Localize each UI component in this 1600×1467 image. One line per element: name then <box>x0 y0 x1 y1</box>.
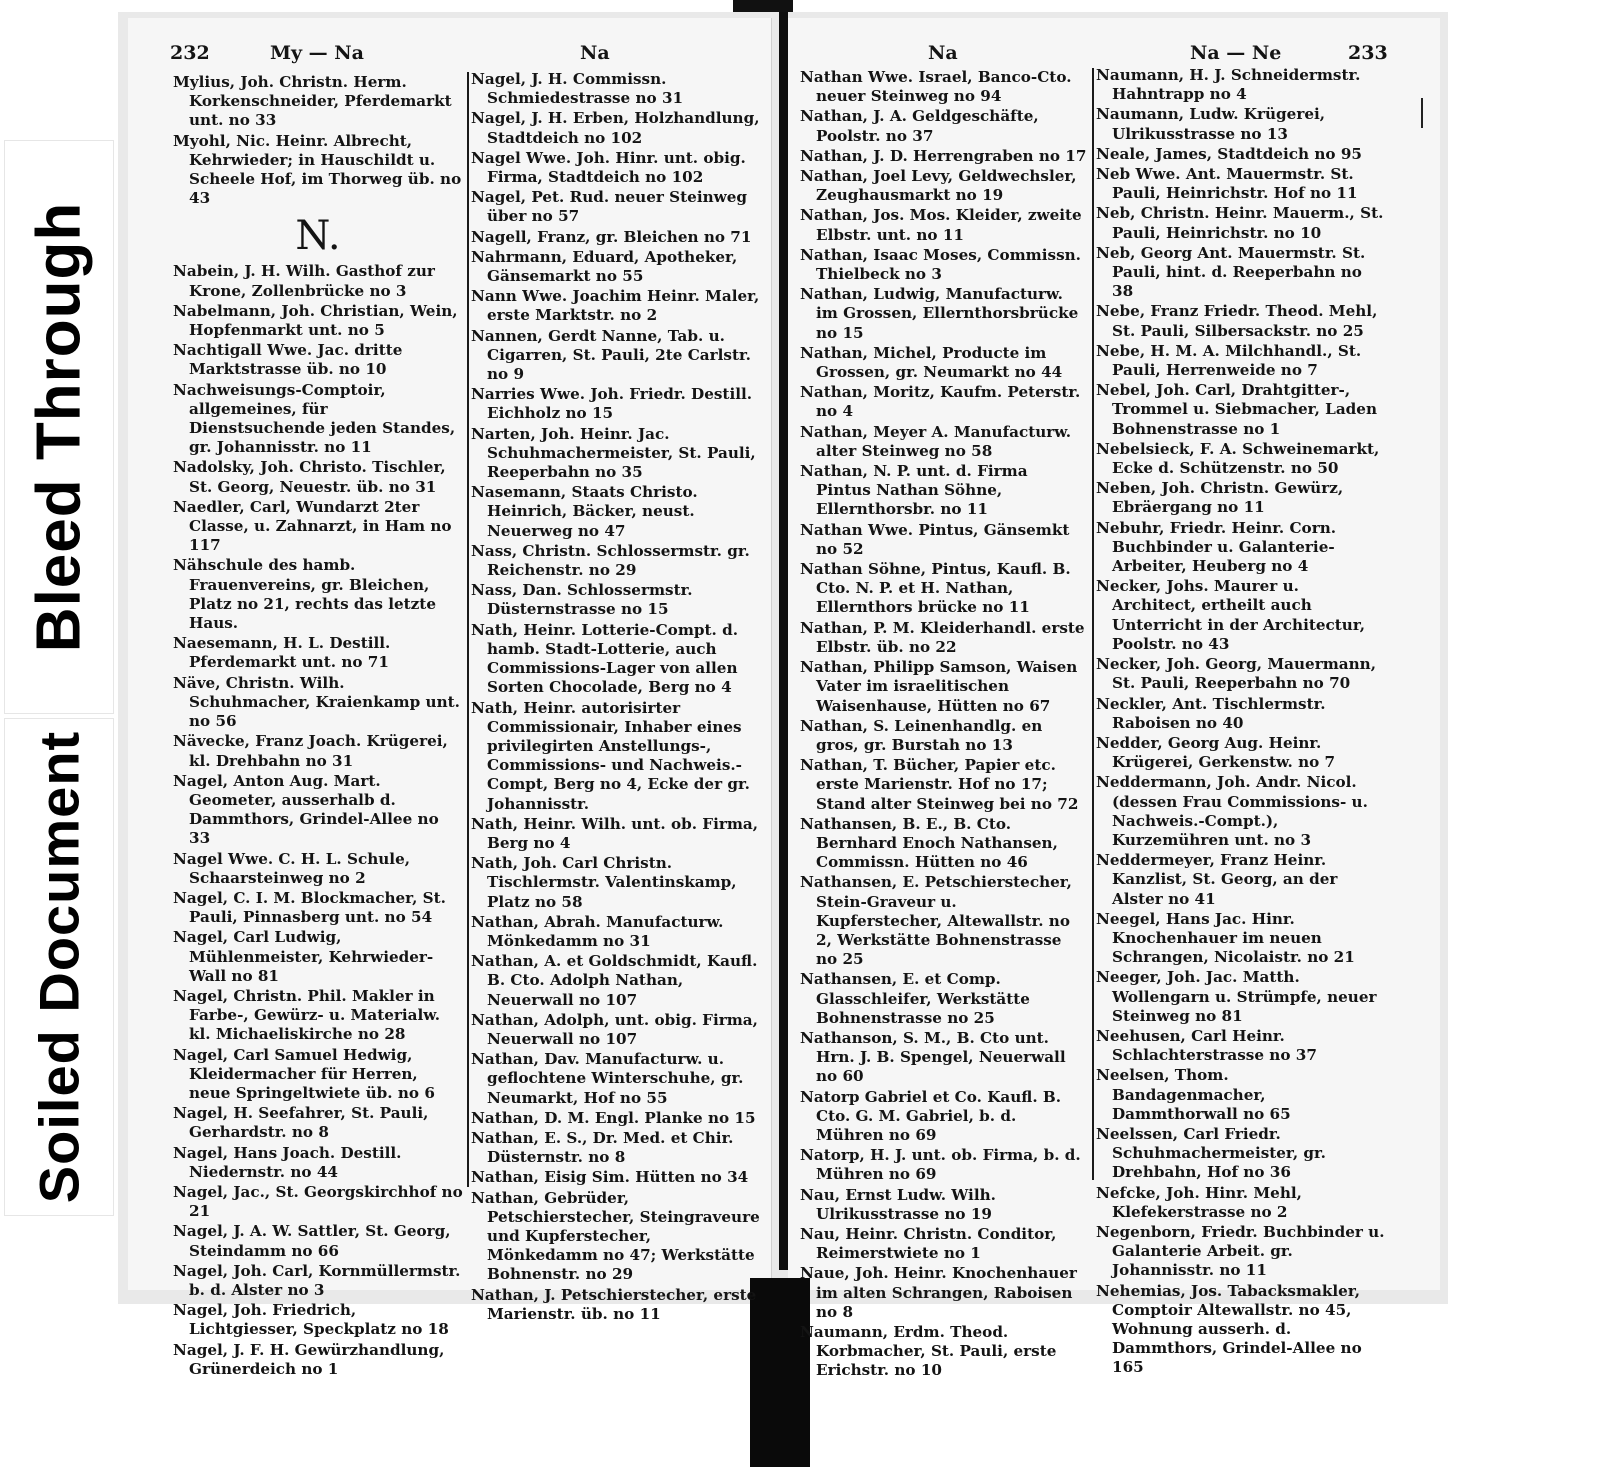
section-letter: N. <box>295 213 341 260</box>
directory-entry: Nabelmann, Joh. Christian, Wein, Hopfenmarkt unt. no 5 <box>173 301 458 340</box>
directory-entry: Nathan, Isaac Moses, Commissn. Thielbeck no 3 <box>800 245 1081 284</box>
directory-entry: Nachweisungs-Comptoir, allgemeines, für Dienstsuchende jeden Standes, gr. Johannisstr. no 11 <box>173 380 456 457</box>
directory-entry: Nagel, Carl Samuel Hedwig, Kleidermacher für Herren, neue Springeltwiete üb. no 6 <box>173 1045 435 1102</box>
directory-entry: Näve, Christn. Wilh. Schuhmacher, Kraienkamp unt. no 56 <box>173 673 460 731</box>
directory-entry: Negenborn, Friedr. Buchbinder u. Galanterie Arbeit. gr. Johannisstr. no 11 <box>1096 1222 1385 1280</box>
directory-entry: Neb, Christn. Heinr. Mauerm., St. Pauli, Heinrichstr. no 10 <box>1096 204 1384 242</box>
directory-entry: Myohl, Nic. Heinr. Albrecht, Kehrwieder; in Hauschildt u. Scheele Hof, im Thorweg üb. no 43 <box>173 131 462 208</box>
directory-entry: Nagel, Joh. Carl, Kornmüllermstr. b. d. Alster no 3 <box>173 1261 461 1299</box>
directory-entry: Nagel, Hans Joach. Destill. Niedernstr. no 44 <box>173 1143 402 1181</box>
directory-entry: Naesemann, H. L. Destill. Pferdemarkt unt. no 71 <box>173 634 391 672</box>
directory-entry: Nathan, N. P. unt. d. Firma Pintus Nathan Söhne, Ellernthorsbr. no 11 <box>800 462 1028 519</box>
soiled-document-stamp <box>4 718 114 1216</box>
directory-entry: Nagel, J. H. Commissn. Schmiedestrasse no 31 <box>471 70 684 108</box>
directory-entry: Nathan, S. Leinenhandlg. en gros, gr. Burstah no 13 <box>800 716 1043 754</box>
directory-entry: Narries Wwe. Joh. Friedr. Destill. Eichholz no 15 <box>471 385 753 423</box>
directory-entry: Nathan, A. et Goldschmidt, Kaufl. B. Cto. Adolph Nathan, Neuerwall no 107 <box>471 952 758 1009</box>
directory-entry: Nathan, Gebrüder, Petschierstecher, Steingraveure und Kupferstecher, Mönkedamm no 47; Werkstätte Bohnenstr. no 29 <box>471 1188 760 1284</box>
directory-entry: Nathan, E. S., Dr. Med. et Chir. Düsternstr. no 8 <box>471 1128 734 1167</box>
directory-entry: Nathan Wwe. Pintus, Gänsemkt no 52 <box>800 520 1070 558</box>
bleed-through-label: Bleed Through <box>24 201 94 653</box>
directory-entry: Nathansen, E. Petschierstecher, Stein-Graveur u. Kupferstecher, Altewallstr. no 2, Werkstätte Bohnenstrasse no 25 <box>800 873 1072 969</box>
directory-entry: Nedder, Georg Aug. Heinr. Krügerei, Gerkenstw. no 7 <box>1096 733 1336 772</box>
directory-entry: Naedler, Carl, Wundarzt 2ter Classe, u. Zahnarzt, in Ham no 117 <box>173 497 452 555</box>
directory-entry: Nathan, Philipp Samson, Waisen Vater im israelitischen Waisenhause, Hütten no 67 <box>800 658 1078 715</box>
directory-entry: Neelsen, Thom. Bandagenmacher, Dammthorwall no 65 <box>1096 1066 1291 1123</box>
directory-entry: Nathansen, E. et Comp. Glasschleifer, Werkstätte Bohnenstrasse no 25 <box>800 970 1030 1027</box>
directory-entry: Nathan, Jos. Mos. Kleider, zweite Elbstr. unt. no 11 <box>800 206 1082 244</box>
directory-entry: Nathan, D. M. Engl. Planke no 15 <box>471 1108 756 1127</box>
directory-entry: Nagel, J. H. Erben, Holzhandlung, Stadtdeich no 102 <box>471 109 760 147</box>
directory-entry: Nathan Wwe. Israel, Banco-Cto. neuer Steinweg no 94 <box>800 68 1072 106</box>
directory-entry: Nagel, Christn. Phil. Makler in Farbe-, Gewürz- u. Materialw. kl. Michaeliskirche no 28 <box>173 986 441 1044</box>
left-page-number: 232 <box>170 42 210 64</box>
right-column-1 <box>800 68 1087 1382</box>
directory-entry: Nagel, Pet. Rud. neuer Steinweg über no 57 <box>471 188 747 226</box>
directory-entry: Nath, Heinr. autorisirter Commissionair, Inhaber eines privilegirten Anstellungs-, Commissions- und Nachweis.-Compt, Berg no 4, Ecke der gr. Johannisstr. <box>471 698 750 813</box>
directory-entry: Nachtigall Wwe. Jac. dritte Marktstrasse üb. no 10 <box>173 341 403 379</box>
directory-entry: Nath, Joh. Carl Christn. Tischlermstr. Valentinskamp, Platz no 58 <box>471 854 737 911</box>
directory-entry: Nath, Heinr. Wilh. unt. ob. Firma, Berg no 4 <box>471 814 759 852</box>
directory-entry: Nebuhr, Friedr. Heinr. Corn. Buchbinder u. Galanterie-Arbeiter, Heuberg no 4 <box>1096 518 1337 576</box>
directory-entry: Nadolsky, Joh. Christo. Tischler, St. Georg, Neuestr. üb. no 31 <box>173 458 446 496</box>
directory-entry: Nahrmann, Eduard, Apotheker, Gänsemarkt no 55 <box>471 247 738 286</box>
directory-entry: Neelssen, Carl Friedr. Schuhmachermeister, gr. Drehbahn, Hof no 36 <box>1096 1124 1326 1182</box>
directory-entry: Neddermann, Joh. Andr. Nicol. (dessen Frau Commissions- u. Nachweis.-Compt.), Kurzemühren unt. no 3 <box>1096 773 1368 849</box>
directory-entry: Nagel, H. Seefahrer, St. Pauli, Gerhardstr. no 8 <box>173 1104 429 1142</box>
directory-entry: Natorp Gabriel et Co. Kaufl. B. Cto. G. M. Gabriel, b. d. Mühren no 69 <box>800 1087 1062 1144</box>
directory-entry: Nähschule des hamb. Frauenvereins, gr. Bleichen, Platz no 21, rechts das letzte Haus. <box>173 556 436 633</box>
directory-entry: Naumann, H. J. Schneidermstr. Hahntrapp no 4 <box>1096 66 1361 104</box>
directory-entry: Nebel, Joh. Carl, Drahtgitter-, Trommel u. Siebmacher, Laden Bohnenstrasse no 1 <box>1096 381 1378 438</box>
directory-entry: Neeger, Joh. Jac. Matth. Wollengarn u. Strümpfe, neuer Steinweg no 81 <box>1096 968 1377 1025</box>
right-column-rule <box>1092 68 1094 1180</box>
directory-entry: Nagel, Joh. Friedrich, Lichtgiesser, Speckplatz no 18 <box>173 1301 449 1339</box>
directory-entry: Neckler, Ant. Tischlermstr. Raboisen no 40 <box>1096 694 1326 732</box>
directory-entry: Nathan, Ludwig, Manufacturw. im Grossen, Ellernthorsbrücke no 15 <box>800 285 1079 342</box>
directory-entry: Neegel, Hans Jac. Hinr. Knochenhauer im neuen Schrangen, Nicolaistr. no 21 <box>1096 909 1355 967</box>
directory-entry: Nannen, Gerdt Nanne, Tab. u. Cigarren, St. Pauli, 2te Carlstr. no 9 <box>471 326 751 384</box>
directory-entry: Nathan, J. Petschierstecher, erste Marienstr. üb. no 11 <box>471 1285 757 1323</box>
directory-entry: Nagel, C. I. M. Blockmacher, St. Pauli, Pinnasberg unt. no 54 <box>173 888 446 927</box>
directory-entry: Nagel, Carl Ludwig, Mühlenmeister, Kehrwieder-Wall no 81 <box>173 928 434 985</box>
directory-entry: Nathan, T. Bücher, Papier etc. erste Marienstr. Hof no 17; Stand alter Steinweg bei no 72 <box>800 756 1079 813</box>
directory-entry: Naumann, Erdm. Theod. Korbmacher, St. Pauli, erste Erichstr. no 10 <box>800 1323 1057 1380</box>
directory-entry: Mylius, Joh. Christn. Herm. Korkenschneider, Pferdemarkt unt. no 33 <box>173 73 452 130</box>
margin-mark <box>1421 98 1423 128</box>
directory-entry: Neale, James, Stadtdeich no 95 <box>1096 144 1362 163</box>
directory-entry: Naumann, Ludw. Krügerei, Ulrikusstrasse no 13 <box>1096 105 1326 143</box>
bleed-through-stamp <box>4 140 114 714</box>
directory-entry: Nebelsieck, F. A. Schweinemarkt, Ecke d. Schützenstr. no 50 <box>1096 439 1380 478</box>
directory-entry: Nathan, P. M. Kleiderhandl. erste Elbstr. üb. no 22 <box>800 618 1085 656</box>
directory-entry: Nath, Heinr. Lotterie-Compt. d. hamb. Stadt-Lotterie, auch Commissions-Lager von allen Sorten Chocolade, Berg no 4 <box>471 620 739 697</box>
directory-entry: Nathan, Adolph, unt. obig. Firma, Neuerwall no 107 <box>471 1010 758 1048</box>
directory-entry: Nass, Christn. Schlossermstr. gr. Reichenstr. no 29 <box>471 541 750 580</box>
directory-entry: Nathansen, B. E., B. Cto. Bernhard Enoch Nathansen, Commissn. Hütten no 46 <box>800 814 1058 872</box>
book-gutter <box>779 12 788 1270</box>
right-column-2 <box>1096 66 1386 1379</box>
directory-entry: Naue, Joh. Heinr. Knochenhauer im alten Schrangen, Raboisen no 8 <box>800 1264 1077 1321</box>
directory-entry: Nau, Heinr. Christn. Conditor, Reimerstwiete no 1 <box>800 1224 1057 1263</box>
directory-entry: Nebe, H. M. A. Milchhandl., St. Pauli, Herrenweide no 7 <box>1096 341 1362 380</box>
directory-entry: Nathan, Michel, Producte im Grossen, gr. Neumarkt no 44 <box>800 343 1063 382</box>
directory-entry: Nagel, Jac., St. Georgskirchhof no 21 <box>173 1182 463 1221</box>
directory-entry: Nau, Ernst Ludw. Wilh. Ulrikusstrasse no 19 <box>800 1185 996 1223</box>
directory-entry: Nagel, J. F. H. Gewürzhandlung, Grünerdeich no 1 <box>173 1340 445 1378</box>
directory-entry: Nagel, J. A. W. Sattler, St. Georg, Steindamm no 66 <box>173 1222 451 1260</box>
directory-entry: Nävecke, Franz Joach. Krügerei, kl. Drehbahn no 31 <box>173 732 448 770</box>
right-header-center: Na <box>928 42 958 64</box>
directory-entry: Nathan Söhne, Pintus, Kaufl. B. Cto. N. P. et H. Nathan, Ellernthors brücke no 11 <box>800 560 1071 617</box>
directory-entry: Nathan, J. A. Geldgeschäfte, Poolstr. no 37 <box>800 107 1039 145</box>
left-column-1 <box>173 73 463 1380</box>
directory-entry: Nann Wwe. Joachim Heinr. Maler, erste Marktstr. no 2 <box>471 287 760 325</box>
directory-entry: Nagel Wwe. Joh. Hinr. unt. obig. Firma, Stadtdeich no 102 <box>471 148 746 187</box>
directory-entry: Necker, Joh. Georg, Mauermann, St. Pauli, Reeperbahn no 70 <box>1096 655 1376 693</box>
soiled-document-label: Soiled Document <box>27 730 91 1204</box>
directory-entry: Nathan, J. D. Herrengraben no 17 <box>800 146 1087 165</box>
directory-entry: Nebe, Franz Friedr. Theod. Mehl, St. Pauli, Silbersackstr. no 25 <box>1096 302 1378 340</box>
spine-top <box>733 0 793 12</box>
directory-entry: Necker, Johs. Maurer u. Architect, ertheilt auch Unterricht in der Architectur, Poolstr. no 43 <box>1096 577 1366 653</box>
directory-entry: Neehusen, Carl Heinr. Schlachterstrasse no 37 <box>1096 1026 1317 1065</box>
directory-entry: Neb Wwe. Ant. Mauermstr. St. Pauli, Heinrichstr. Hof no 11 <box>1096 165 1358 203</box>
directory-entry: Nagel, Anton Aug. Mart. Geometer, ausserhalb d. Dammthors, Grindel-Allee no 33 <box>173 771 439 848</box>
directory-entry: Nass, Dan. Schlossermstr. Düsternstrasse no 15 <box>471 581 693 619</box>
directory-entry: Nathanson, S. M., B. Cto unt. Hrn. J. B. Spengel, Neuerwall no 60 <box>800 1028 1066 1086</box>
directory-entry: Nabein, J. H. Wilh. Gasthof zur Krone, Zollenbrücke no 3 <box>173 262 435 300</box>
left-header-center: Na <box>580 42 610 64</box>
directory-entry: Nathan, Moritz, Kaufm. Peterstr. no 4 <box>800 383 1081 421</box>
left-header-range: My — Na <box>270 42 364 64</box>
directory-entry: Nasemann, Staats Christo. Heinrich, Bäcker, neust. Neuerweg no 47 <box>471 483 698 540</box>
directory-entry: Narten, Joh. Heinr. Jac. Schuhmachermeister, St. Pauli, Reeperbahn no 35 <box>471 424 756 482</box>
directory-entry: Natorp, H. J. unt. ob. Firma, b. d. Mühren no 69 <box>800 1146 1081 1184</box>
directory-entry: Neb, Georg Ant. Mauermstr. St. Pauli, hint. d. Reeperbahn no 38 <box>1096 243 1366 301</box>
directory-entry: Nathan, Dav. Manufacturw. u. geflochtene Winterschuhe, gr. Neumarkt, Hof no 55 <box>471 1050 744 1107</box>
directory-entry: Nathan, Joel Levy, Geldwechsler, Zeughausmarkt no 19 <box>800 167 1077 205</box>
directory-entry: Nagell, Franz, gr. Bleichen no 71 <box>471 227 752 246</box>
left-column-rule <box>467 72 469 1187</box>
directory-entry: Nefcke, Joh. Hinr. Mehl, Klefekerstrasse no 2 <box>1096 1183 1302 1221</box>
directory-entry: Nehemias, Jos. Tabacksmakler, Comptoir Altewallstr. no 45, Wohnung ausserh. d. Dammthors, Grindel-Allee no 165 <box>1096 1281 1362 1377</box>
right-header-range: Na — Ne <box>1190 42 1282 64</box>
directory-entry: Neddermeyer, Franz Heinr. Kanzlist, St. Georg, an der Alster no 41 <box>1096 851 1338 908</box>
directory-entry: Nathan, Abrah. Manufacturw. Mönkedamm no 31 <box>471 912 724 950</box>
directory-entry: Nathan, Meyer A. Manufacturw. alter Steinweg no 58 <box>800 422 1072 460</box>
left-column-2 <box>471 70 763 1325</box>
directory-entry: Nathan, Eisig Sim. Hütten no 34 <box>471 1168 749 1187</box>
right-page-number: 233 <box>1348 42 1388 64</box>
directory-entry: Nagel Wwe. C. H. L. Schule, Schaarsteinweg no 2 <box>173 849 411 887</box>
directory-entry: Neben, Joh. Christn. Gewürz, Ebräergang no 11 <box>1096 479 1344 517</box>
